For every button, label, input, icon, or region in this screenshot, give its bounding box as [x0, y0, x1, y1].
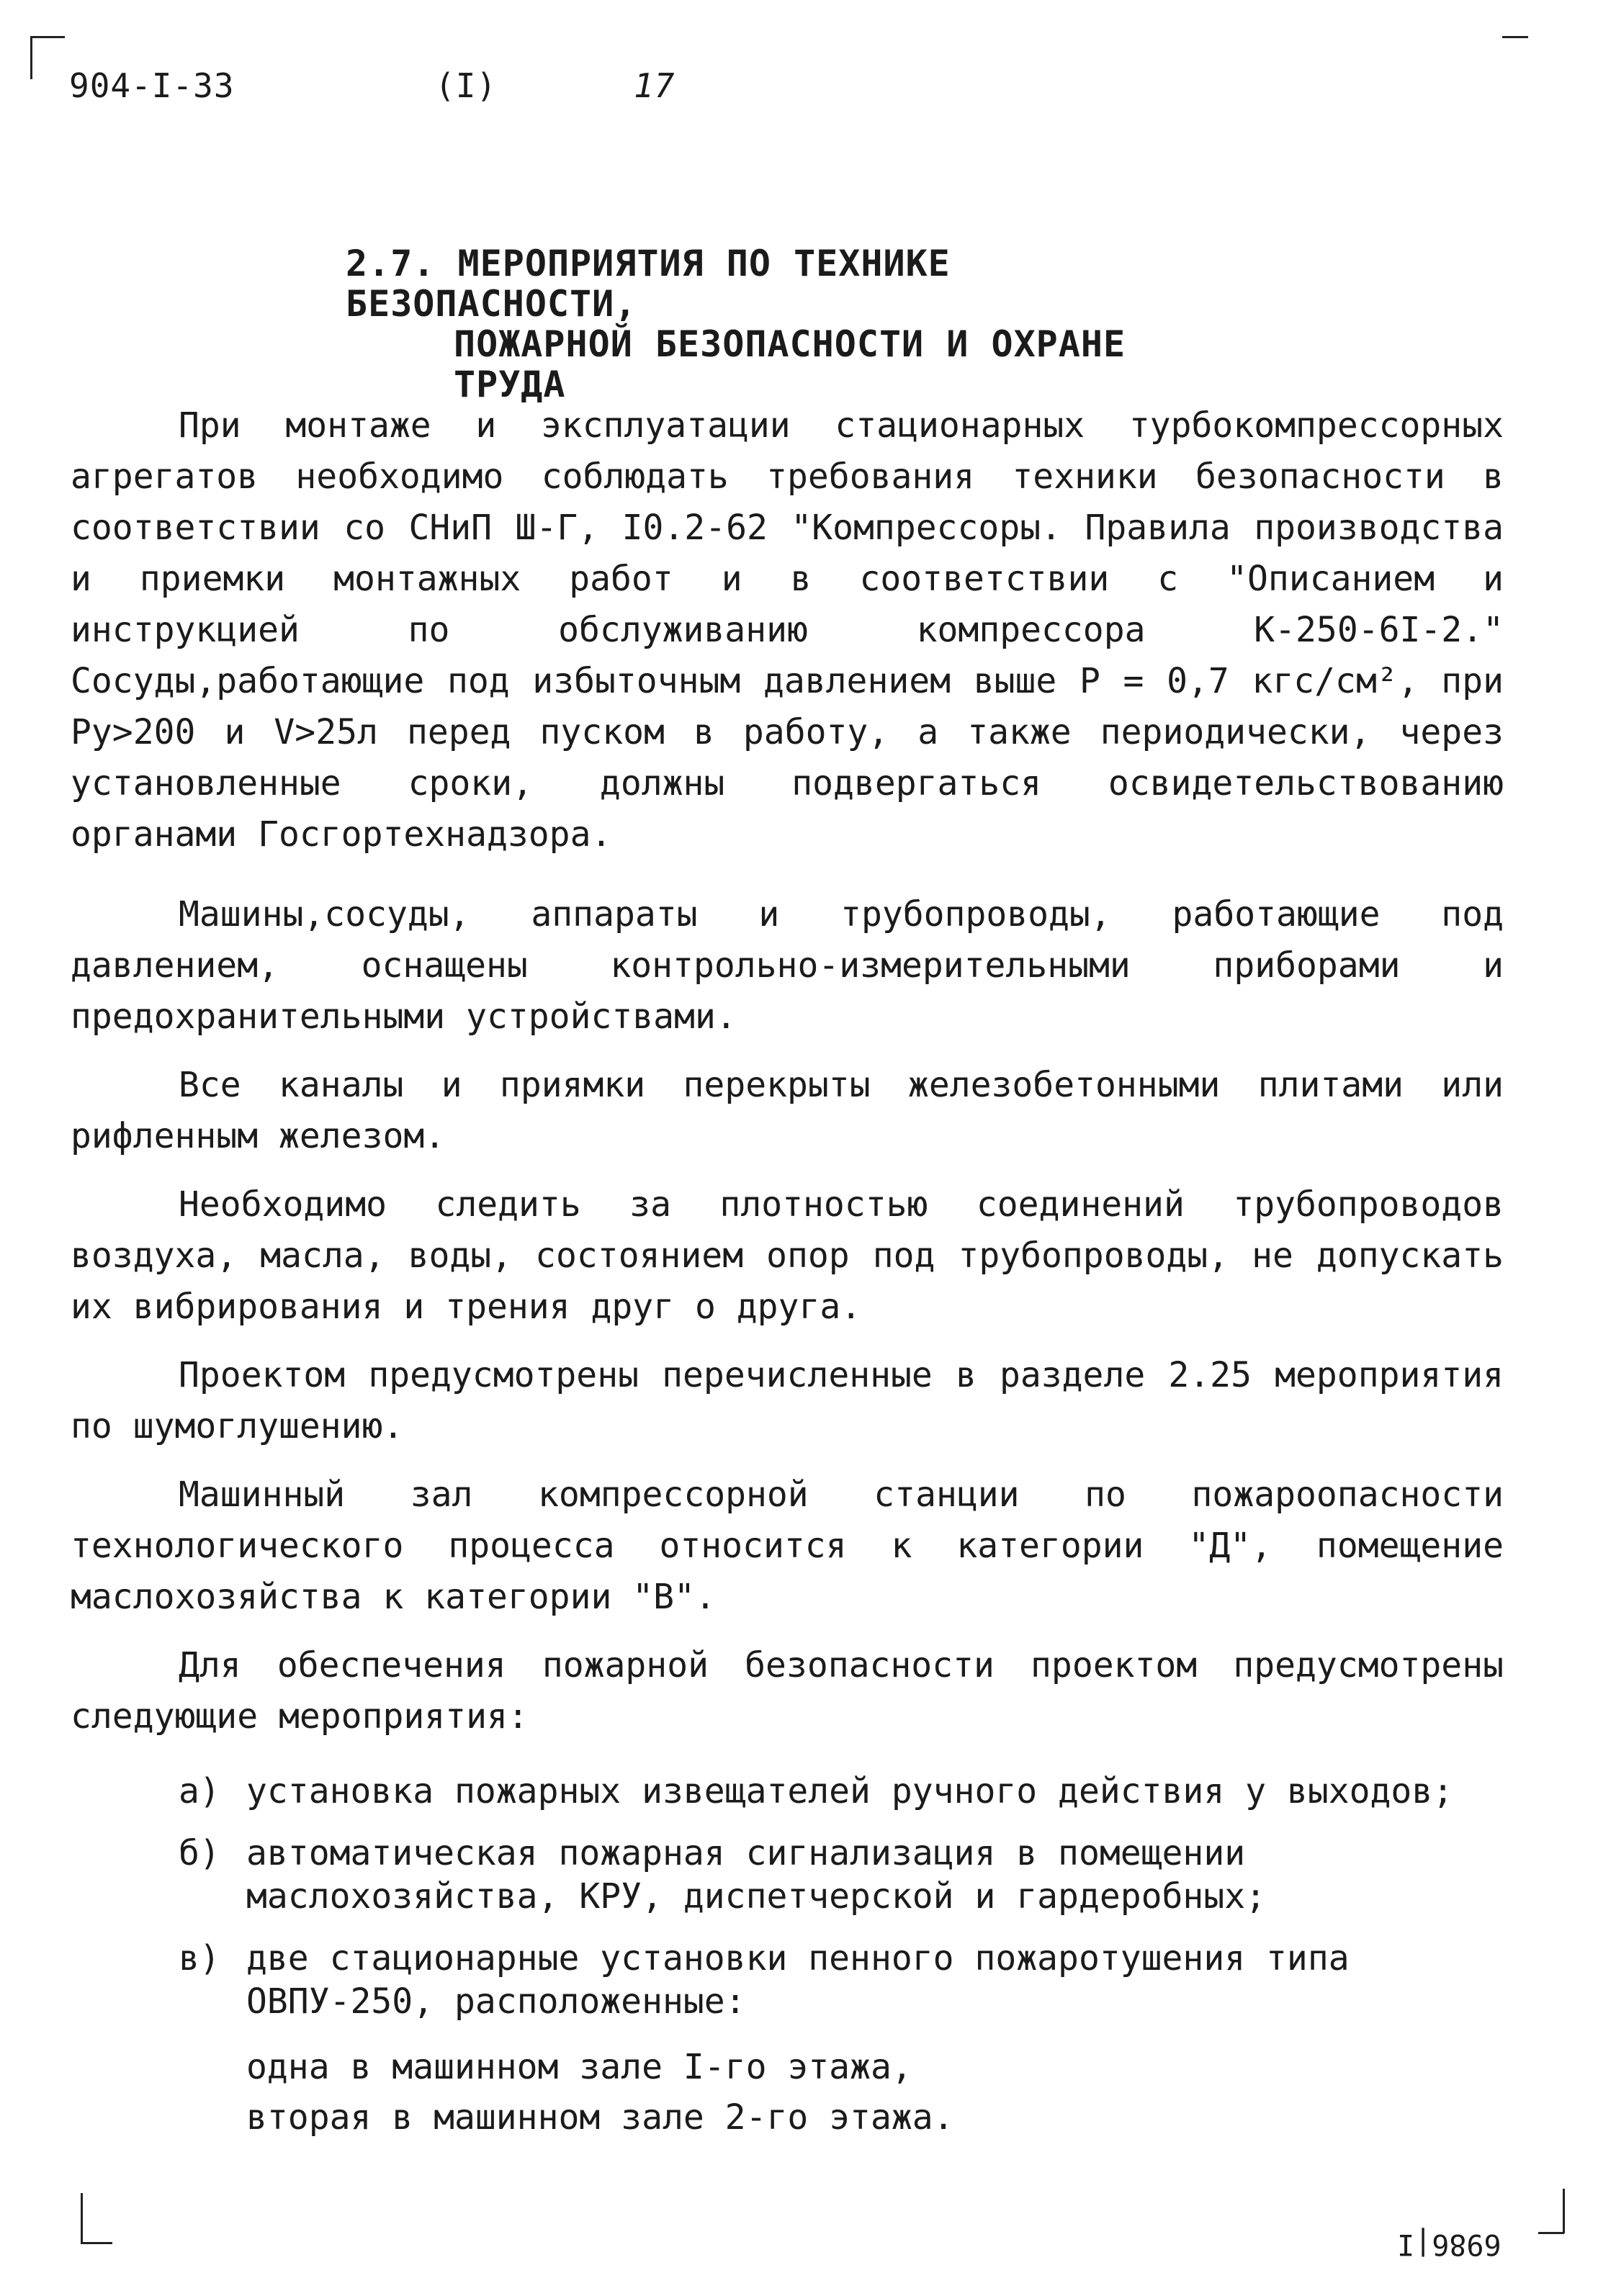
section-title-line-2: ПОЖАРНОЙ БЕЗОПАСНОСТИ И ОХРАНЕ ТРУДА	[454, 323, 1126, 405]
paragraph-compressor-safety: При монтаже и эксплуатации стационарных турбокомпрессорных агрегатов необходимо соблюдать требования техники безопасности в соответствии со СНиП Ш-Г, I0.2-62 "Компрессоры. Правила производства и приемки монтажных работ и в соответствии с "Описанием и инструкцией по обслуживанию компрессора К-250-6I-2." Сосуды,работающие под избыточным давлением выше Р = 0,7 кгс/см², при Ру>200 и V>25л перед пуском в работу, а также периодически, через установленные сроки, должны подвергаться освидетельствованию органами Госгортехнадзора.	[71, 405, 1504, 855]
list-item-letter: в)	[179, 1938, 220, 1978]
location-line-2: вторая в машинном зале 2-го этажа.	[246, 2097, 954, 2138]
paragraph-fire-category: Машинный зал компрессорной станции по пожароопасности технологического процесса относится к категории "Д", помещение маслохозяйства к категории "В".	[71, 1475, 1504, 1617]
list-item-letter: б)	[179, 1833, 220, 1873]
document-body	[71, 400, 1504, 2143]
list-item	[71, 1770, 1504, 1813]
corner-mark-bottom-left-h	[81, 2242, 112, 2244]
list-item-text: установка пожарных извещателей ручного действия у выходов;	[246, 1771, 1454, 1811]
list-item-text: автоматическая пожарная сигнализация в помещении маслохозяйства, КРУ, диспетчерской и гардеробных;	[246, 1833, 1267, 1917]
paragraph-fire-measures-intro: Для обеспечения пожарной безопасности проектом предусмотрены следующие мероприятия:	[71, 1645, 1504, 1737]
section-heading	[346, 243, 1253, 405]
corner-mark-bottom-right-h	[1538, 2232, 1564, 2234]
list-item-letter: а)	[179, 1771, 220, 1811]
corner-mark-top-left-v	[30, 36, 32, 79]
paragraph-pipelines: Необходимо следить за плотностью соединений трубопроводов воздуха, масла, воды, состоянием опор под трубопроводы, не допускать их вибрирования и трения друг о друга.	[71, 1184, 1504, 1327]
section-title-line-1: МЕРОПРИЯТИЯ ПО ТЕХНИКЕ БЕЗОПАСНОСТИ,	[346, 243, 951, 325]
paragraph-channels: Все каналы и приямки перекрыты железобетонными плитами или рифленным железом.	[71, 1065, 1504, 1156]
corner-mark-top-left-h	[30, 36, 65, 38]
list-item	[71, 1832, 1504, 1918]
archive-number: 6986|I	[1397, 2228, 1501, 2261]
document-part: (I)	[435, 66, 498, 105]
section-heading-line-1	[346, 243, 1253, 324]
paragraph-pressure-equipment: Машины,сосуды, аппараты и трубопроводы, работающие под давлением, оснащены контрольно-измерительными приборами и предохранительными устройствами.	[71, 894, 1504, 1037]
paragraph-noise: Проектом предусмотрены перечисленные в разделе 2.25 мероприятия по шумоглушению.	[71, 1355, 1504, 1446]
sheet-number: 17	[634, 66, 675, 105]
list-item	[71, 1937, 1504, 2023]
corner-mark-bottom-right-v	[1563, 2189, 1565, 2233]
corner-mark-bottom-left-v	[81, 2193, 83, 2243]
location-line-1: одна в машинном зале I-го этажа,	[246, 2047, 912, 2087]
section-number: 2.7.	[346, 243, 436, 284]
list-item-text: две стационарные установки пенного пожаротушения типа ОВПУ-250, расположенные:	[246, 1938, 1350, 2022]
corner-mark-top-right	[1502, 36, 1528, 38]
fire-measures-list	[71, 1770, 1504, 2023]
document-code: 904-I-33	[69, 66, 235, 105]
